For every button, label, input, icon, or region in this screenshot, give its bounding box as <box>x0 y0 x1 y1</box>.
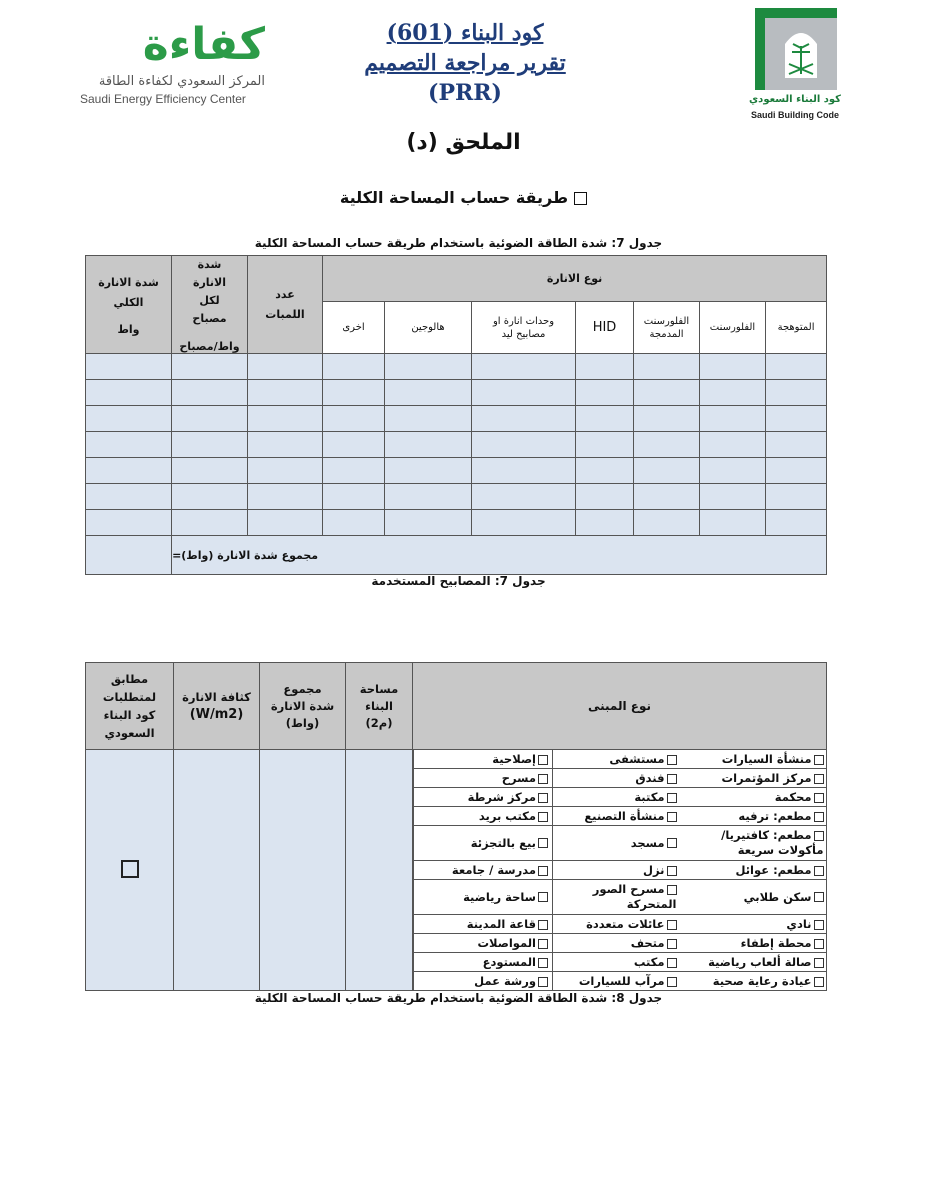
option-label: نادي <box>786 917 812 931</box>
option-label: مركز المؤتمرات <box>721 771 812 785</box>
sum-value-cell[interactable] <box>86 536 172 575</box>
building-type-grid <box>413 750 827 990</box>
col-total-header: مجموع شدة الانارة (واط) <box>260 663 346 750</box>
option-label: منشأة السيارات <box>721 752 812 766</box>
option-label: متحف <box>630 936 665 950</box>
col-lighting-type-header: نوع الانارة <box>323 256 827 302</box>
option-label: مستشفى <box>609 752 665 766</box>
table-row <box>86 458 827 484</box>
title-report: تقرير مراجعة التصميم <box>364 50 566 76</box>
table2-caption-bottom: جدول 8: شدة الطاقة الضوئية باستخدام طريقة حساب المساحة الكلية <box>254 991 663 1005</box>
area-cell[interactable] <box>346 750 413 991</box>
table-row <box>86 406 827 432</box>
option-label: مدرسة / جامعة <box>451 863 536 877</box>
seec-logo-arabic: المركز السعودي لكفاءة الطاقة <box>98 74 265 89</box>
building-type-option[interactable] <box>414 880 553 915</box>
lighting-type-other: اخرى <box>323 302 385 354</box>
sbc-logo-english: Saudi Building Code <box>751 110 839 120</box>
table-row <box>86 510 827 536</box>
option-checkbox[interactable] <box>538 755 548 765</box>
lighting-type-fluorescent: الفلورسنت <box>700 302 766 354</box>
building-type-option[interactable] <box>681 861 827 880</box>
table-row <box>414 861 827 880</box>
report-title <box>320 18 610 108</box>
compliant-checkbox[interactable] <box>121 860 139 878</box>
option-checkbox[interactable] <box>814 958 824 968</box>
option-label: منشأة التصنيع <box>584 809 665 823</box>
option-checkbox[interactable] <box>538 977 548 987</box>
col-building-type-header: نوع المبنى <box>413 663 827 750</box>
building-type-table <box>85 662 827 991</box>
building-type-option[interactable] <box>414 750 553 769</box>
building-type-option[interactable] <box>681 807 827 826</box>
building-type-option[interactable] <box>553 953 681 972</box>
option-checkbox[interactable] <box>667 793 677 803</box>
building-type-option[interactable] <box>414 807 553 826</box>
option-label: مكتب بريد <box>478 809 536 823</box>
building-type-option[interactable] <box>414 826 553 861</box>
building-type-option[interactable] <box>681 972 827 991</box>
option-label: عيادة رعاية صحية <box>712 974 812 988</box>
option-checkbox[interactable] <box>814 892 824 902</box>
option-label: مرآب للسيارات <box>578 974 665 988</box>
option-label: محطة إطفاء <box>740 936 812 950</box>
option-label: المستودع <box>482 955 536 969</box>
option-label: مطعم: كافتيريا/ مأكولات سريعة <box>721 828 824 857</box>
option-label: عائلات متعددة <box>586 917 665 931</box>
building-type-option[interactable] <box>414 861 553 880</box>
building-type-list <box>413 750 827 991</box>
option-label: مسرح <box>501 771 536 785</box>
building-type-option[interactable] <box>681 915 827 934</box>
seec-logo-english: Saudi Energy Efficiency Center <box>80 92 246 106</box>
table-row <box>86 380 827 406</box>
table-row <box>414 953 827 972</box>
compliant-cell <box>86 750 174 991</box>
option-label: إصلاحية <box>492 752 536 766</box>
building-type-option[interactable] <box>414 788 553 807</box>
option-checkbox[interactable] <box>667 755 677 765</box>
table1-caption-top: جدول 7: شدة الطاقة الضوئية باستخدام طريقة حساب المساحة الكلية <box>254 236 663 250</box>
lighting-power-table <box>85 255 827 575</box>
option-label: ساحة رياضية <box>463 889 536 904</box>
sum-row <box>86 536 827 575</box>
lighting-type-halogen: هالوجين <box>385 302 472 354</box>
option-checkbox[interactable] <box>667 958 677 968</box>
col-total-power-header: شدة الانارة الكلي واط <box>86 256 172 354</box>
building-type-option[interactable] <box>414 953 553 972</box>
option-label: مسرح الصور المتحركة <box>592 882 677 911</box>
sbc-logo <box>745 8 845 123</box>
building-type-option[interactable] <box>681 750 827 769</box>
sbc-emblem-icon <box>755 8 837 90</box>
density-cell[interactable] <box>174 750 260 991</box>
option-label: سكن طلابي <box>743 889 812 904</box>
option-checkbox[interactable] <box>538 774 548 784</box>
table-row <box>414 934 827 953</box>
method-heading <box>0 188 927 207</box>
option-label: بيع بالتجزئة <box>470 835 536 850</box>
lighting-type-cfl: الفلورسنت المدمجة <box>634 302 700 354</box>
option-checkbox[interactable] <box>814 812 824 822</box>
col-compliant-header: مطابق لمتطلبات كود البناء السعودي <box>86 663 174 750</box>
option-checkbox[interactable] <box>814 755 824 765</box>
table-row <box>414 788 827 807</box>
table-row <box>414 750 827 769</box>
option-label: ورشة عمل <box>474 974 536 988</box>
method-checkbox[interactable] <box>574 192 587 205</box>
option-checkbox[interactable] <box>667 920 677 930</box>
building-type-option[interactable] <box>553 915 681 934</box>
building-type-option[interactable] <box>553 826 681 861</box>
option-checkbox[interactable] <box>667 866 677 876</box>
building-type-option[interactable] <box>553 750 681 769</box>
table-row <box>414 769 827 788</box>
option-checkbox[interactable] <box>814 831 824 841</box>
table-row <box>414 915 827 934</box>
building-type-option[interactable] <box>553 934 681 953</box>
option-checkbox[interactable] <box>538 920 548 930</box>
building-type-option[interactable] <box>414 915 553 934</box>
table-row <box>86 484 827 510</box>
option-label: نزل <box>643 863 665 877</box>
option-label: مكتب <box>633 955 665 969</box>
building-type-option[interactable] <box>553 769 681 788</box>
option-checkbox[interactable] <box>667 977 677 987</box>
option-checkbox[interactable] <box>538 958 548 968</box>
building-type-option[interactable] <box>681 788 827 807</box>
option-checkbox[interactable] <box>667 885 677 895</box>
building-type-option[interactable] <box>553 788 681 807</box>
total-cell[interactable] <box>260 750 346 991</box>
col-density-header: كثافة الانارة (W/m2) <box>174 663 260 750</box>
building-type-option[interactable] <box>553 880 681 915</box>
col-lamp-power-header: شدة الانارة لكل مصباح واط/مصباح <box>172 256 248 354</box>
option-checkbox[interactable] <box>814 866 824 876</box>
option-checkbox[interactable] <box>538 812 548 822</box>
option-checkbox[interactable] <box>667 812 677 822</box>
building-type-option[interactable] <box>681 769 827 788</box>
method-title: طريقة حساب المساحة الكلية <box>339 188 569 207</box>
option-checkbox[interactable] <box>667 838 677 848</box>
option-label: مسجد <box>630 835 665 850</box>
lighting-type-hid: HID <box>576 302 634 354</box>
sbc-logo-arabic: كود البناء السعودي <box>749 94 841 105</box>
option-checkbox[interactable] <box>538 793 548 803</box>
option-checkbox[interactable] <box>814 774 824 784</box>
option-checkbox[interactable] <box>538 838 548 848</box>
option-label: قاعة المدينة <box>466 917 536 931</box>
table-row <box>86 432 827 458</box>
option-checkbox[interactable] <box>667 939 677 949</box>
option-label: مركز شرطة <box>467 790 536 804</box>
title-prr: (PRR) <box>428 80 502 106</box>
table-row <box>414 807 827 826</box>
option-checkbox[interactable] <box>814 920 824 930</box>
building-type-option[interactable] <box>414 934 553 953</box>
option-label: صالة ألعاب رياضية <box>708 955 812 969</box>
option-label: مكتبة <box>634 790 665 804</box>
option-label: مطعم: ترفيه <box>738 809 812 823</box>
option-label: فندق <box>635 771 665 785</box>
sum-label: مجموع شدة الانارة (واط)= <box>172 536 827 575</box>
option-label: محكمة <box>774 790 812 804</box>
table-row <box>414 972 827 991</box>
table-row <box>414 826 827 861</box>
option-label: مطعم: عوائل <box>735 863 812 877</box>
annex-title: الملحق (د) <box>406 130 521 155</box>
option-checkbox[interactable] <box>538 866 548 876</box>
table1-caption-bottom: جدول 7: المصابيح المستخدمة <box>371 574 546 588</box>
table-row <box>86 354 827 380</box>
option-checkbox[interactable] <box>814 977 824 987</box>
table-row <box>414 880 827 915</box>
seec-logo <box>80 19 270 112</box>
building-type-option[interactable] <box>681 880 827 915</box>
building-type-option[interactable] <box>681 953 827 972</box>
option-checkbox[interactable] <box>538 892 548 902</box>
col-lamp-count-header: عدد اللمبات <box>248 256 323 354</box>
building-type-option[interactable] <box>414 769 553 788</box>
building-type-option[interactable] <box>553 972 681 991</box>
option-checkbox[interactable] <box>538 939 548 949</box>
lighting-type-led: وحدات انارة او مصابيح ليد <box>472 302 576 354</box>
title-code: كود البناء (601) <box>386 20 544 46</box>
option-checkbox[interactable] <box>667 774 677 784</box>
building-type-option[interactable] <box>681 934 827 953</box>
building-type-option[interactable] <box>681 826 827 861</box>
col-area-header: مساحة البناء (م2) <box>346 663 413 750</box>
building-type-option[interactable] <box>553 861 681 880</box>
option-checkbox[interactable] <box>814 939 824 949</box>
lighting-type-incandescent: المتوهجة <box>766 302 827 354</box>
option-label: المواصلات <box>477 936 536 950</box>
building-type-option[interactable] <box>553 807 681 826</box>
seec-logo-mark: كفاءة <box>142 19 265 70</box>
option-checkbox[interactable] <box>814 793 824 803</box>
building-type-option[interactable] <box>414 972 553 991</box>
